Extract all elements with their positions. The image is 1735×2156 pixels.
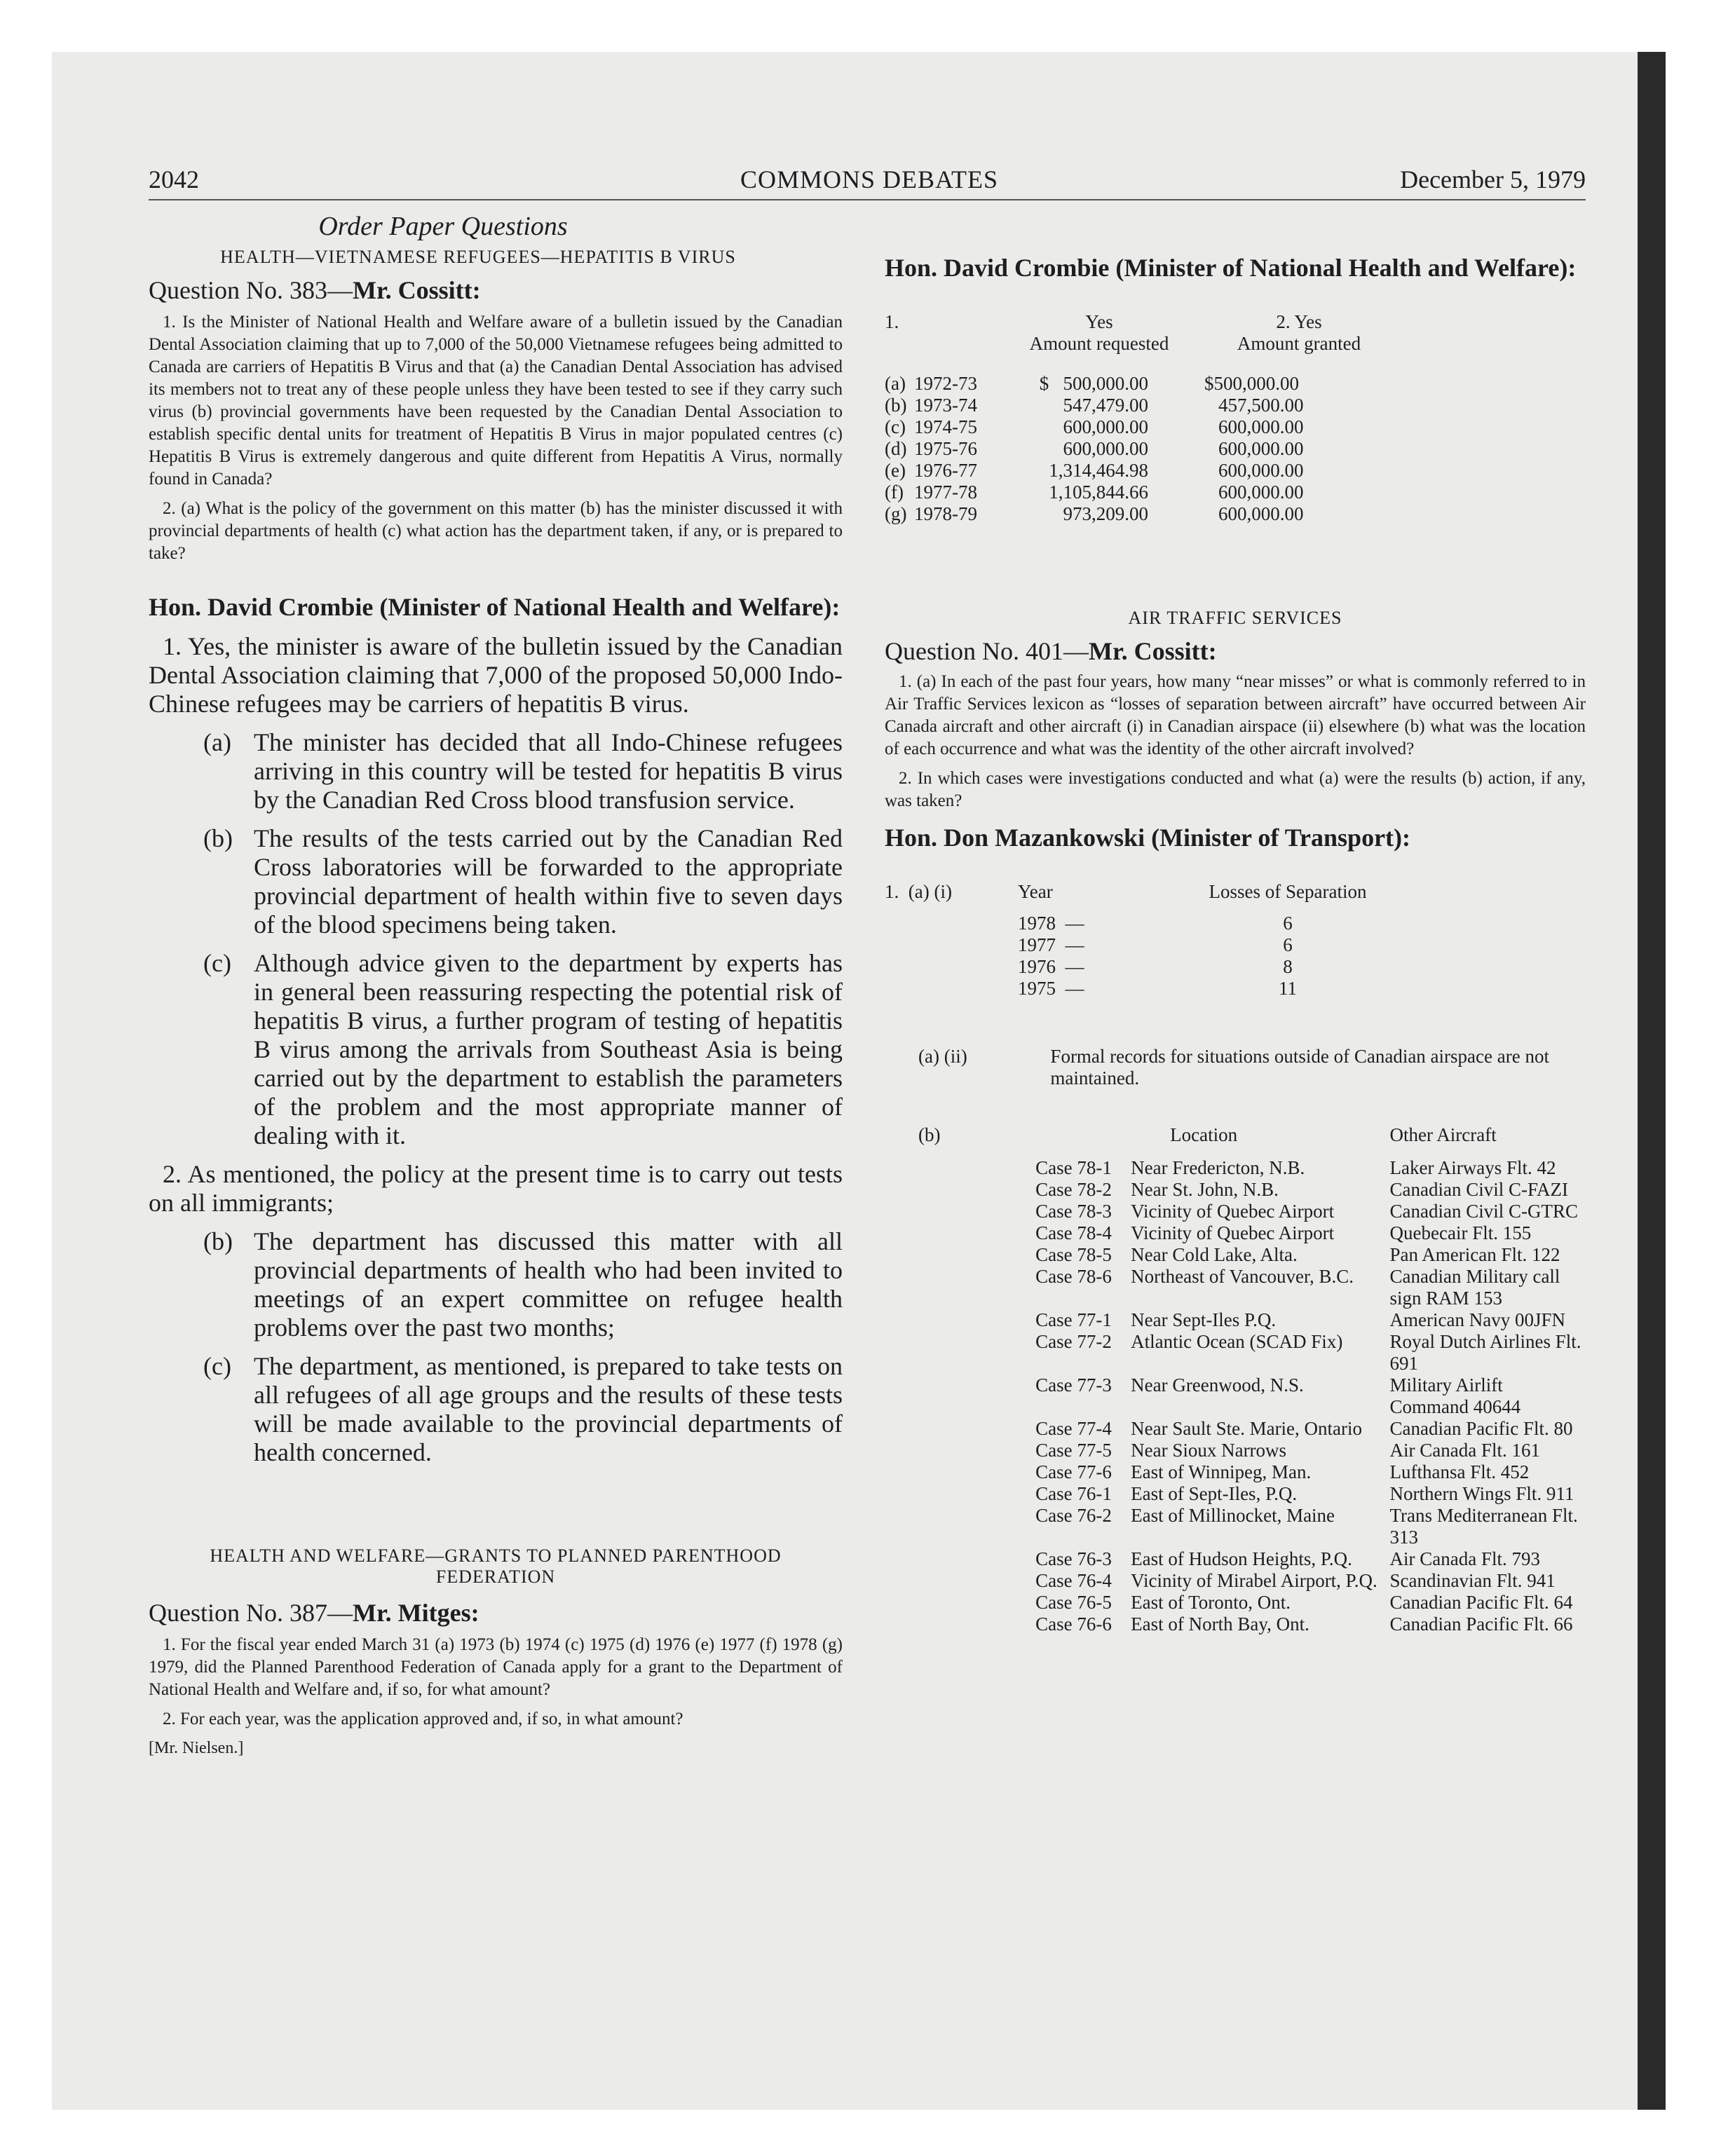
table-row: Case 78-3 Vicinity of Quebec Airport Canadian Civil C-GTRC [1035,1201,1578,1222]
table-row: Case 76-6 East of North Bay, Ont. Canadian Pacific Flt. 66 [1035,1613,1573,1635]
losses-label: 1. (a) (i) [885,881,952,902]
grants-col3-head2: Amount granted [1237,333,1361,354]
losses-year-head: Year [1018,881,1053,902]
table-row: Case 78-6 Northeast of Vancouver, B.C. Canadian Military call sign RAM 153 [1035,1266,1560,1309]
q387-subject: HEALTH AND WELFARE—GRANTS TO PLANNED PARENTHOOD FEDERATION [210,1546,782,1587]
table-row: 1976 — 8 [1018,956,1293,977]
table-row: (f) 1977-78 1,105,844.66 600,000.00 [885,482,1304,503]
answer387-speaker: Hon. David Crombie (Minister of National Health and Welfare): [885,254,1577,282]
cases-table [885,1124,1586,1635]
running-title: COMMONS DEBATES [740,165,999,193]
grants-col1-number: 1. [885,311,899,332]
page-number: 2042 [149,165,199,193]
speaker-note: [Mr. Nielsen.] [149,1739,244,1757]
table-row: Case 77-3 Near Greenwood, N.S. Military Airlift Command 40644 [1035,1374,1521,1417]
answer383-item-2b: (b) The department has discussed this matter with all provincial departments of health who had been invited to meetings of an expert committee on refugee health problems over the past two months; [203,1227,843,1342]
table-row: Case 76-5 East of Toronto, Ont. Canadian Pacific Flt. 64 [1035,1592,1573,1613]
q383-question-text [149,311,843,565]
q401-question-title: Question No. 401—Mr. Cossitt: [885,637,1217,665]
grants-col2-head1: Yes [1085,311,1113,332]
q387-paragraph-2: 2. For each year, was the application approved and, if so, in what amount? [163,1710,683,1728]
q383-subject: HEALTH—VIETNAMESE REFUGEES—HEPATITIS B VIRUS [220,247,736,267]
answer383-item-c: (c) Although advice given to the department by experts has in general been reassuring respecting the potential risk of hepatitis B virus, a further program of testing of hepatitis B virus among the arrivals from Southeast Asia is being carried out by the department to establish the parameters of the problem and the most appropriate manner of dealing with it. [203,949,843,1149]
answer383-item-2c: (c) The department, as mentioned, is prepared to take tests on all refugees of all age groups and the results of these tests will be made available to the provincial departments of health concerned. [203,1352,843,1466]
q387-paragraph-1: 1. For the fiscal year ended March 31 (a) 1973 (b) 1974 (c) 1975 (d) 1976 (e) 1977 (f) 1978 (g) 1979, did the Planned Parenthood Federation of Canada apply for a grant to the Department of National Health and Welfare and, if so, for what amount? [149,1635,843,1699]
b-label: (b) [918,1124,941,1145]
grants-col2-head2: Amount requested [1029,333,1169,354]
table-row: 1975 — 11 [1018,978,1297,999]
q401-subject: AIR TRAFFIC SERVICES [1128,608,1342,628]
table-row: Case 77-2 Atlantic Ocean (SCAD Fix) Royal Dutch Airlines Flt. 691 [1035,1331,1581,1374]
aii-text: Formal records for situations outside of Canadian airspace are not maintained. [1050,1046,1549,1089]
answer383-paragraph-1: 1. Yes, the minister is aware of the bulletin issued by the Canadian Dental Association claiming that 7,000 of the proposed 50,000 Indo-Chinese refugees may be carriers of hepatitis B virus. [149,632,843,718]
table-row: Case 78-1 Near Fredericton, N.B. Laker Airways Flt. 42 [1035,1157,1556,1178]
losses-value-head: Losses of Separation [1209,881,1367,902]
table-row: Case 78-4 Vicinity of Quebec Airport Quebecair Flt. 155 [1035,1222,1532,1243]
table-row: (b) 1973-74 547,479.00 457,500.00 [885,395,1304,416]
answer383-speaker: Hon. David Crombie (Minister of National Health and Welfare): [149,593,841,621]
right-column [885,252,1586,1635]
other-aircraft-head: Other Aircraft [1389,1124,1497,1145]
answer383-item-a: (a) The minister has decided that all Indo-Chinese refugees arriving in this country will be tested for hepatitis B virus by the Canadian Red Cross blood transfusion service. [203,728,843,814]
page-date: December 5, 1979 [1400,165,1586,193]
table-row: Case 76-3 East of Hudson Heights, P.Q. Air Canada Flt. 793 [1035,1548,1540,1569]
q387-question-text [149,1634,843,1731]
table-row: Case 77-6 East of Winnipeg, Man. Lufthansa Flt. 452 [1035,1461,1530,1482]
answer383-item-b: (b) The results of the tests carried out by the Canadian Red Cross laboratories will be forwarded to the appropriate provincial department of health within five to seven days of the blood specimens being taken. [203,824,843,939]
q387-question-title: Question No. 387—Mr. Mitges: [149,1599,479,1627]
left-column [149,210,843,1759]
table-row: Case 76-2 East of Millinocket, Maine Trans Mediterranean Flt. 313 [1035,1505,1578,1548]
q401-question-text [885,671,1586,812]
header-rule [149,199,1586,200]
q401-paragraph-2: 2. In which cases were investigations conducted and what (a) were the results (b) action, if any, was taken? [885,769,1586,810]
scan-edge [1638,52,1666,2110]
table-row: (e) 1976-77 1,314,464.98 600,000.00 [885,460,1304,481]
table-row: 1977 — 6 [1018,934,1293,955]
table-row: Case 77-5 Near Sioux Narrows Air Canada Flt. 161 [1035,1440,1540,1461]
table-row: Case 78-5 Near Cold Lake, Alta. Pan American Flt. 122 [1035,1244,1560,1265]
table-row: Case 77-1 Near Sept-Iles P.Q. American Navy 00JFN [1035,1309,1565,1330]
table-row: Case 76-1 East of Sept-Iles, P.Q. Northern Wings Flt. 911 [1035,1483,1574,1504]
q401-paragraph-1: 1. (a) In each of the past four years, how many “near misses” or what is commonly referred to in Air Traffic Services lexicon as “losses of separation between aircraft” have occurred between Air Canada aircraft and other aircraft (i) in Canadian airspace (ii) elsewhere (b) what was the location of each occurrence and what was the identity of the other aircraft involved? [885,672,1586,758]
table-row: Case 78-2 Near St. John, N.B. Canadian Civil C-FAZI [1035,1179,1568,1200]
answer383-paragraph-2: 2. As mentioned, the policy at the present time is to carry out tests on all immigrants; [149,1160,843,1217]
aii-label: (a) (ii) [918,1046,967,1067]
outside-airspace-note [885,1046,1586,1089]
table-row: (a) 1972-73 $ 500,000.00 $500,000.00 [885,373,1299,394]
table-row: (g) 1978-79 973,209.00 600,000.00 [885,503,1304,524]
table-row: 1978 — 6 [1018,913,1293,934]
q383-paragraph-1: 1. Is the Minister of National Health and Welfare aware of a bulletin issued by the Canadian Dental Association claiming that up to 7,000 of the 50,000 Vietnamese refugees being admitted to Canada are carriers of Hepatitis B Virus and that (a) the Canadian Dental Association has advised its members not to treat any of these people unless they have been tested to see if they carry such virus (b) provincial governments have been requested by the Canadian Dental Association to establish specific dental units for treatment of Hepatitis B Virus in major populated centres (c) Hepatitis B Virus is extremely dangerous and quite different from Hepatitis A Virus, normally found in Canada? [149,313,843,489]
grants-table [885,311,1408,525]
location-head: Location [1170,1124,1238,1145]
table-row: Case 76-4 Vicinity of Mirabel Airport, P.Q. Scandinavian Flt. 941 [1035,1570,1556,1591]
grants-col3-head1: 2. Yes [1276,311,1322,332]
table-row: (d) 1975-76 600,000.00 600,000.00 [885,438,1304,459]
table-row: Case 77-4 Near Sault Ste. Marie, Ontario Canadian Pacific Flt. 80 [1035,1418,1573,1439]
q383-question-title: Question No. 383—Mr. Cossitt: [149,276,481,304]
losses-table [885,881,1417,999]
answer401-speaker: Hon. Don Mazankowski (Minister of Transport): [885,824,1411,852]
section-heading: Order Paper Questions [318,212,568,241]
table-row: (c) 1974-75 600,000.00 600,000.00 [885,416,1304,437]
q383-paragraph-2: 2. (a) What is the policy of the government on this matter (b) has the minister discussed it with provincial departments of health (c) what action has the department taken, if any, or is prepared to take? [149,499,843,563]
